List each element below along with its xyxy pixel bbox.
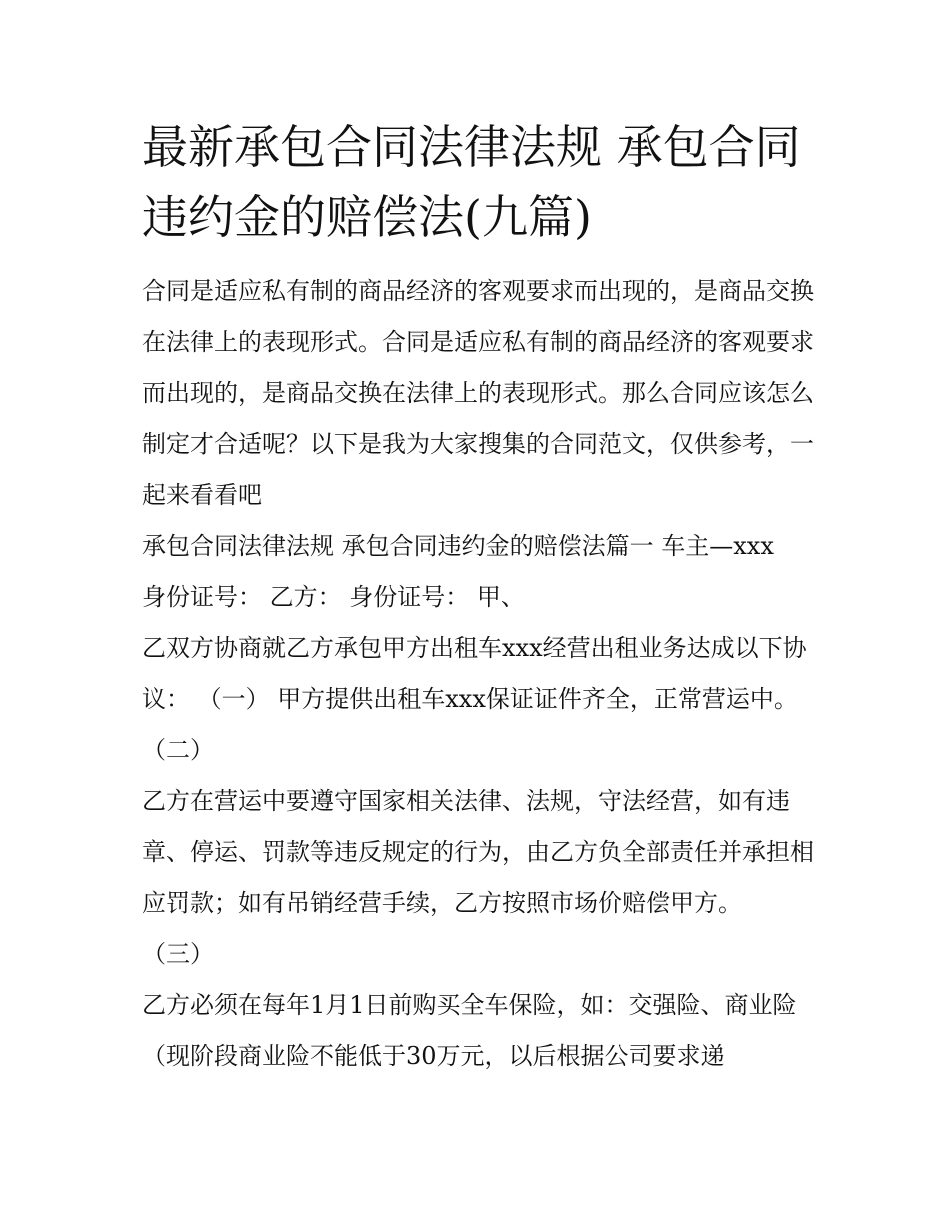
- paragraph-parties: 身份证号： 乙方： 身份证号： 甲、: [142, 583, 525, 611]
- paragraph-clause-3: 乙方必须在每年1月1日前购买全车保险，如：交强险、商业险（现阶段商业险不能低于30万元，以后根据公司要求递: [142, 991, 797, 1070]
- paragraph-intro: 合同是适应私有制的商品经济的客观要求而出现的，是商品交换在法律上的表现形式。合同是适应私有制的商品经济的客观要求而出现的，是商品交换在法律上的表现形式。那么合同应该怎么制定才合适呢？以下是我为大家搜集的合同范文，仅供参考，一起来看看吧: [142, 277, 814, 509]
- paragraph-clause-1: 乙双方协商就乙方承包甲方出租车xxx经营出租业务达成以下协议： （一） 甲方提供出租车xxx保证证件齐全，正常营运中。 （二）: [142, 634, 807, 764]
- document-page: [142, 112, 822, 1082]
- paragraph-clause-2: 乙方在营运中要遵守国家相关法律、法规，守法经营，如有违章、停运、罚款等违反规定的行为，由乙方负全部责任并承担相应罚款；如有吊销经营手续，乙方按照市场价赔偿甲方。: [142, 787, 814, 917]
- paragraph-clause-3-marker: （三）: [142, 940, 214, 968]
- document-title: 最新承包合同法律法规 承包合同违约金的赔偿法(九篇): [142, 120, 801, 244]
- paragraph-section-heading: 承包合同法律法规 承包合同违约金的赔偿法篇一 车主—xxx: [142, 532, 774, 560]
